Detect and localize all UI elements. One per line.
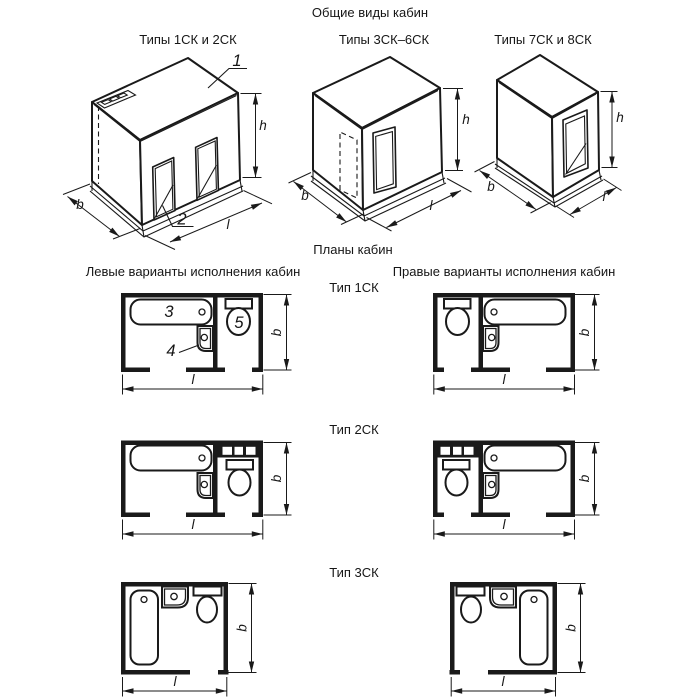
callout-3-label: 3 [164,303,174,321]
plan-type3-left [121,582,229,675]
iso1-dim-l-label: l [226,217,230,232]
plan3-left-dim-b-label: b [234,624,250,632]
iso2-dim-h-label: h [462,112,470,127]
plan1-left-dim-l [123,372,263,395]
right-variants-header: Правые варианты исполнения кабин [392,264,616,279]
plan1-left-dim-b-label: b [269,328,284,337]
plan2-right-dim-b-label: b [577,474,592,483]
plan1-left-dim-b [264,295,292,371]
plan-type2-left [121,441,263,518]
plan2-left-dim-b-label: b [269,474,284,483]
plan-type1-left [121,293,263,372]
plan1-right-dim-b [575,295,600,371]
plan3-right-dim-l [451,674,555,697]
plan3-left-dim-l [123,674,227,697]
iso1-dim-h [241,94,267,178]
iso-view-types-3ck-6ck [289,57,472,231]
plans-title: Планы кабин [313,242,393,257]
plan2-right-dim-b [575,443,600,516]
plan3-right-dim-l-label: l [501,674,505,689]
plan-type3-right [450,582,558,675]
iso2-dim-h [443,89,470,171]
toilet [227,460,254,496]
callout-4-label: 4 [166,342,176,360]
type-3ck-label: Тип 3СК [329,565,379,580]
toilet-tank [227,460,254,470]
iso2-door [373,127,396,193]
plan2-right-dim-l-label: l [502,517,506,532]
iso1-door-right [196,138,219,201]
iso3-dim-b-label: b [487,179,495,194]
callout-1-label: 1 [232,52,242,70]
plan2-left-dim-l [123,517,263,540]
washbasin [198,326,214,351]
iso3-dim-h-label: h [616,110,624,125]
plan2-right-dim-l [434,517,575,540]
iso3-dim-l-label: l [602,189,606,204]
washbasin [162,587,188,608]
plan1-left-dim-l-label: l [191,372,195,387]
toilet-bowl [229,470,251,496]
plan3-right-dim-b [558,584,586,673]
plan2-left-dim-b [264,443,292,516]
iso1-dim-h-label: h [259,118,267,133]
iso3-dim-h [601,92,624,168]
iso1-door-left [153,158,175,221]
callout-2-label: 2 [177,210,187,229]
type-1ck-label: Тип 1СК [329,280,379,295]
plan1-right-dim-l [434,372,575,395]
left-variants-header: Левые варианты исполнения кабин [85,264,301,279]
toilet-tank [194,587,222,596]
toilet [194,587,222,623]
plan1-right-dim-l-label: l [502,372,506,387]
ventilation-block [218,444,259,458]
callout-4-leader [179,345,199,353]
toilet-bowl [197,597,217,623]
iso-view-types-7ck-8ck [475,55,624,218]
plan2-left-dim-l-label: l [191,517,195,532]
iso1-dim-b-label: b [76,197,84,212]
bathtub [131,446,212,471]
callout-5-label: 5 [234,314,244,332]
washbasin [198,473,214,498]
iso2-title: Типы 3СК–6СК [338,32,430,47]
iso2-dim-l-label: l [429,198,433,213]
iso1-title: Типы 1СК и 2СК [139,32,237,47]
iso3-title: Типы 7СК и 8СК [494,32,592,47]
plan3-right-dim-b-label: b [563,624,579,632]
iso-view-types-1ck-2ck [63,52,272,250]
bathtub [131,591,159,665]
plan3-left-dim-b [229,584,257,673]
plan3-left-dim-l-label: l [173,674,177,689]
iso3-door [563,110,588,177]
plan-type2-right [433,441,575,518]
plan1-right-dim-b-label: b [577,328,592,337]
main-title: Общие виды кабин [311,5,429,20]
iso2-dim-b-label: b [301,188,309,203]
plan-type1-right [433,293,575,372]
type-2ck-label: Тип 2СК [329,422,379,437]
